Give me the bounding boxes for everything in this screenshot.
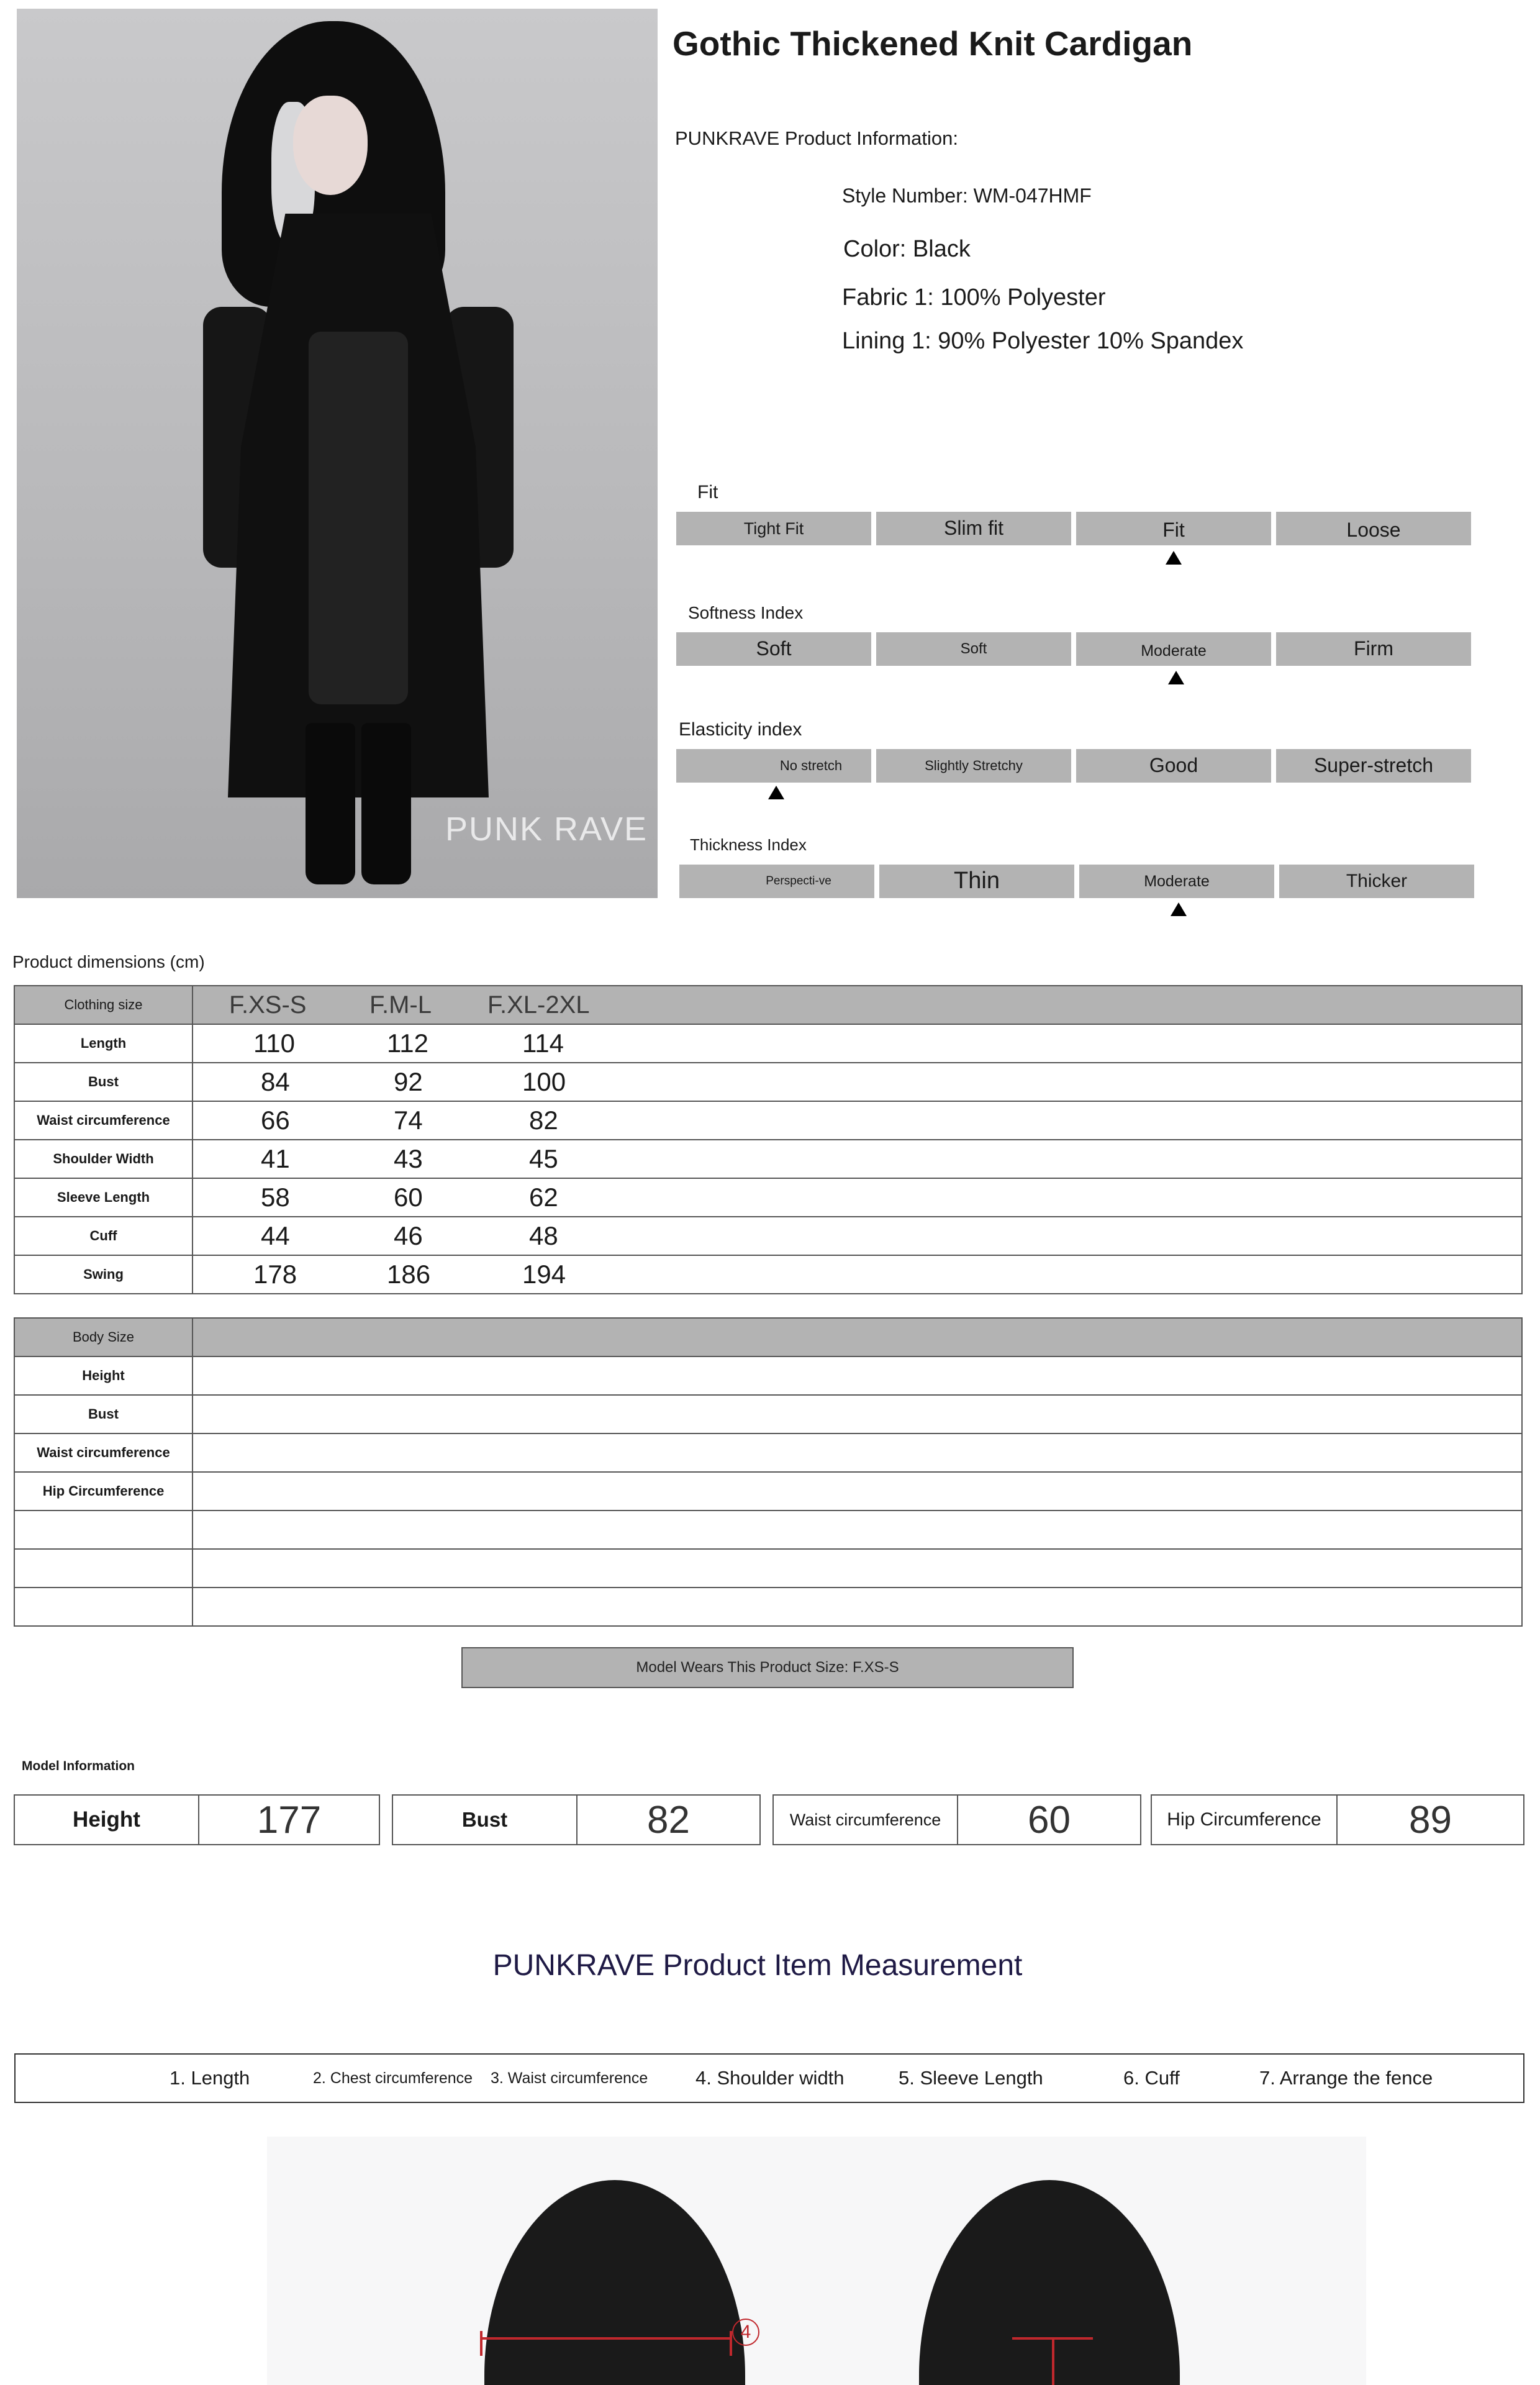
fit-option-tight: Tight Fit [676,512,871,545]
measure-item-shoulder: 4. Shoulder width [695,2067,845,2089]
body-size-table [14,1317,1523,1627]
garment-back-hood [919,2180,1180,2385]
table-row: Bust [14,1395,1522,1433]
elasticity-option-no-stretch: No stretch [676,749,871,783]
thickness-index-label: Thickness Index [690,835,807,854]
table-row [14,1549,1522,1588]
product-lining: Lining 1: 90% Polyester 10% Spandex [842,328,1244,354]
fit-option-slim: Slim fit [876,512,1071,545]
softness-option-soft: Soft [676,632,871,666]
softness-index-label: Softness Index [688,603,804,622]
table-row: Height [14,1356,1522,1395]
measure-item-chest: 2. Chest circumference [313,2069,473,2087]
table-row: Sleeve Length 58 60 62 [14,1178,1522,1217]
elasticity-index-label: Elasticity index [679,719,802,740]
model-wears-size: Model Wears This Product Size: F.XS-S [461,1647,1074,1688]
product-color: Color: Black [843,236,971,262]
measurement-title: PUNKRAVE Product Item Measurement [492,1949,1023,1982]
table-row: Hip Circumference [14,1472,1522,1510]
fit-selected-marker [1166,551,1182,565]
table-row: Bust 84 92 100 [14,1063,1522,1101]
measure-item-cuff: 6. Cuff [1123,2067,1180,2089]
product-info-label: PUNKRAVE Product Information: [675,127,958,149]
measure-item-length: 1. Length [170,2067,250,2089]
style-number: Style Number: WM-047HMF [842,184,1092,207]
thickness-option-moderate: Moderate [1079,865,1274,898]
measure-marker-4: 4 [732,2319,759,2346]
table-row: Length 110 112 114 [14,1024,1522,1063]
size-col-m-l: F.M-L [369,991,432,1019]
measure-item-waist: 3. Waist circumference [491,2069,648,2087]
body-size-header: Body Size [14,1318,192,1356]
softness-option-soft-2: Soft [876,632,1071,666]
table-row: Waist circumference 66 74 82 [14,1101,1522,1140]
model-info-title: Model Information [22,1759,135,1773]
dimensions-header: Clothing size [14,986,192,1024]
measure-item-fence: 7. Arrange the fence [1259,2067,1433,2089]
dimensions-table [14,985,1523,1294]
elasticity-option-slightly: Slightly Stretchy [876,749,1071,783]
model-height-box: Height 177 [14,1794,380,1845]
dimensions-title: Product dimensions (cm) [12,952,205,971]
table-row: Swing 178 186 194 [14,1255,1522,1294]
product-title: Gothic Thickened Knit Cardigan [673,24,1193,63]
table-row: Shoulder Width 41 43 45 [14,1140,1522,1178]
measurement-legend [14,2053,1524,2103]
elasticity-option-good: Good [1076,749,1271,783]
model-waist-box: Waist circumference 60 [772,1794,1141,1845]
model-bust-box: Bust 82 [392,1794,761,1845]
product-photo [17,9,658,898]
measure-item-sleeve: 5. Sleeve Length [899,2067,1043,2089]
softness-option-firm: Firm [1276,632,1471,666]
elasticity-option-super-stretch: Super-stretch [1276,749,1471,783]
softness-selected-marker [1168,671,1184,684]
photo-watermark: PUNK RAVE [445,811,648,848]
table-row [14,1588,1522,1626]
product-fabric: Fabric 1: 100% Polyester [842,284,1106,311]
size-col-xs-s: F.XS-S [229,991,307,1019]
table-row: Cuff 44 46 48 [14,1217,1522,1255]
fit-option-fit: Fit [1076,512,1271,545]
measurement-illustration [267,2137,1366,2385]
elasticity-selected-marker [768,786,784,799]
fit-index-label: Fit [697,482,718,502]
softness-option-moderate: Moderate [1076,632,1271,666]
thickness-option-thin: Thin [879,865,1074,898]
thickness-option-perspective: Perspecti-ve [679,865,874,898]
table-row [14,1510,1522,1549]
table-row: Waist circumference [14,1433,1522,1472]
model-hip-box: Hip Circumference 89 [1151,1794,1524,1845]
fit-option-loose: Loose [1276,512,1471,545]
garment-front-hood [484,2180,745,2385]
thickness-selected-marker [1171,902,1187,916]
thickness-option-thicker: Thicker [1279,865,1474,898]
size-col-xl-2xl: F.XL-2XL [487,991,590,1019]
shoulder-measure-line [480,2337,732,2340]
